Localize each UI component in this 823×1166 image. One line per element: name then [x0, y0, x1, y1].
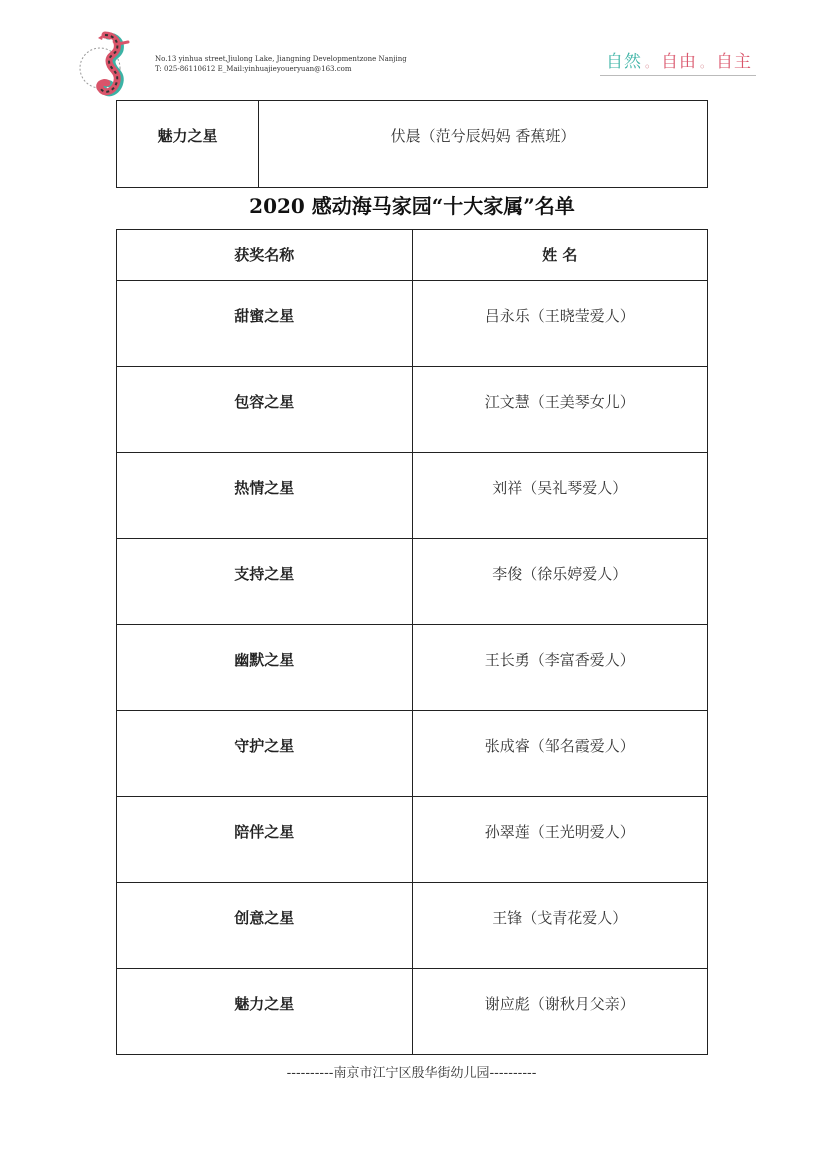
- table-row: [117, 367, 708, 453]
- table-row: [117, 625, 708, 711]
- name-cell: 孙翠莲（王光明爱人）: [412, 797, 708, 883]
- header-name: 姓 名: [412, 230, 708, 281]
- motto-word: 自由: [661, 52, 698, 72]
- award-cell: 创意之星: [117, 883, 413, 969]
- table-row: [117, 539, 708, 625]
- name-cell: 王长勇（李富香爱人）: [412, 625, 708, 711]
- table-row: [117, 101, 708, 188]
- page-footer: ----------南京市江宁区殷华街幼儿园----------: [286, 1066, 537, 1081]
- award-cell: 魅力之星: [117, 969, 413, 1055]
- award-cell: 包容之星: [117, 367, 413, 453]
- table-row: [117, 281, 708, 367]
- award-cell: 幽默之星: [117, 625, 413, 711]
- motto-word: 自主: [716, 52, 753, 72]
- table-row: [117, 797, 708, 883]
- award-table: [116, 229, 708, 1055]
- contact-line: T: 025-86110612 E_Mail:yinhuajieyoueryuan@163.com: [155, 65, 352, 73]
- name-cell: 张成睿（邹名霞爱人）: [412, 711, 708, 797]
- award-cell: 热情之星: [117, 453, 413, 539]
- award-cell: 支持之星: [117, 539, 413, 625]
- table-row: [117, 969, 708, 1055]
- name-cell: 吕永乐（王晓莹爱人）: [412, 281, 708, 367]
- page-title: 2020 感动海马家园“十大家属”名单: [249, 194, 575, 218]
- motto-dot: 。: [700, 56, 714, 70]
- page-header: [0, 0, 823, 100]
- name-cell: 谢应彪（谢秋月父亲）: [412, 969, 708, 1055]
- name-cell: 江文慧（王美琴女儿）: [412, 367, 708, 453]
- table-row: [117, 711, 708, 797]
- continued-table: [116, 100, 708, 188]
- name-cell: 刘祥（吴礼琴爱人）: [412, 453, 708, 539]
- award-cell: 陪伴之星: [117, 797, 413, 883]
- header-divider: [600, 75, 756, 76]
- name-cell: 李俊（徐乐婷爱人）: [412, 539, 708, 625]
- award-cell: 魅力之星: [117, 101, 259, 188]
- motto: [606, 47, 756, 72]
- header-award: 获奖名称: [117, 230, 413, 281]
- motto-word: 自然: [606, 52, 642, 72]
- address-block: [155, 54, 407, 74]
- address-line: No.13 yinhua street,Jiulong Lake, Jiangning Developmentzone Nanjing: [155, 55, 407, 63]
- seahorse-logo-icon: [78, 30, 140, 104]
- name-cell: 王锋（戈青花爱人）: [412, 883, 708, 969]
- table-row: [117, 453, 708, 539]
- award-cell: 守护之星: [117, 711, 413, 797]
- table-header-row: [117, 230, 708, 281]
- motto-dot: 。: [645, 56, 659, 70]
- award-cell: 甜蜜之星: [117, 281, 413, 367]
- name-cell: 伏晨（范兮辰妈妈 香蕉班）: [259, 101, 708, 188]
- table-row: [117, 883, 708, 969]
